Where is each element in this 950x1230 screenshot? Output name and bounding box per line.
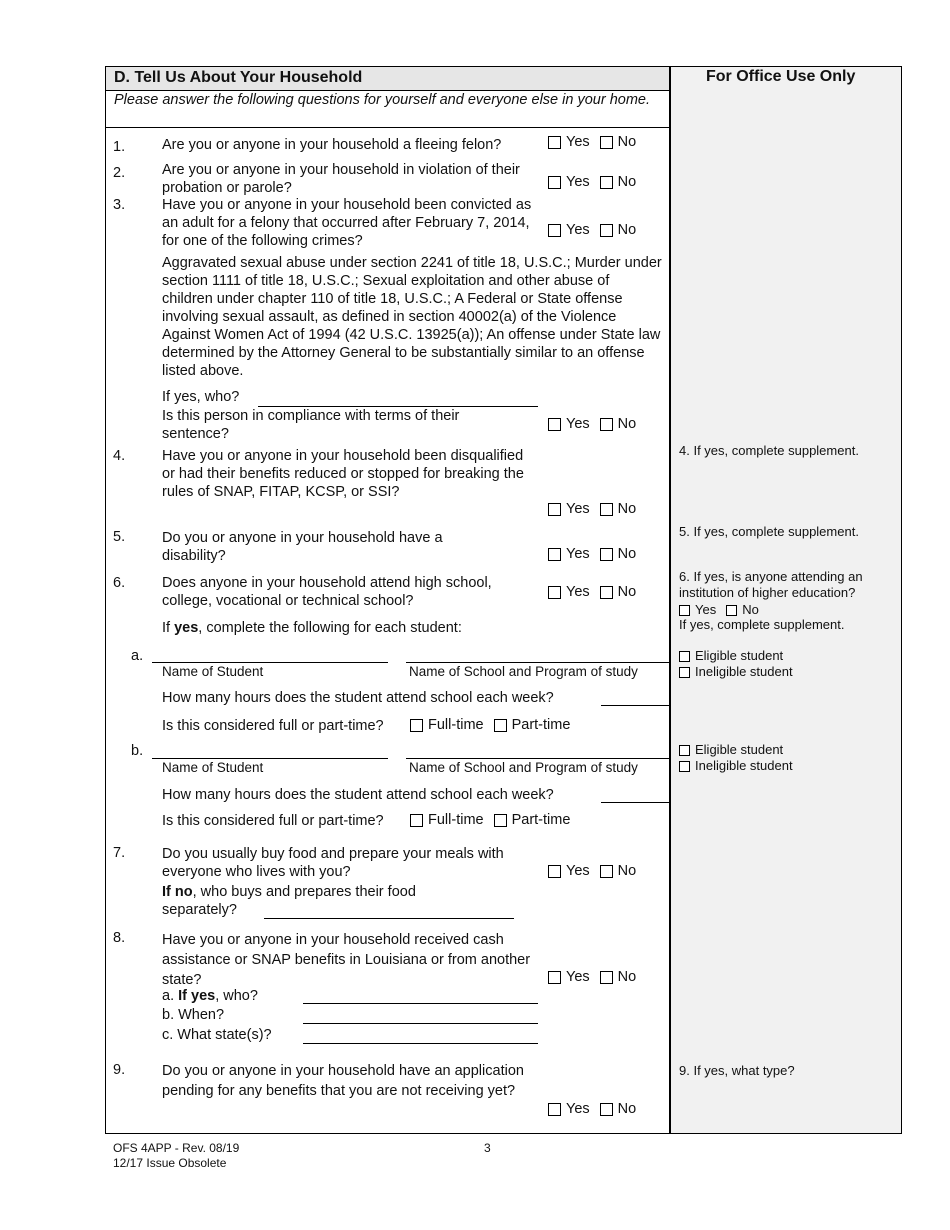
student-a-hours-q: How many hours does the student attend school each week? [162, 690, 554, 706]
yes-label: Yes [695, 602, 717, 617]
yes-label: Yes [566, 222, 590, 238]
q6-no-checkbox[interactable] [600, 586, 613, 599]
q7-no-checkbox[interactable] [600, 865, 613, 878]
q4-number: 4. [113, 448, 126, 464]
student-b-name-label: Name of Student [162, 760, 264, 775]
yes-label: Yes [566, 134, 590, 150]
instructions: Please answer the following questions for yourself and everyone else in your home. [114, 92, 650, 108]
q1-yes-no [548, 134, 636, 150]
q8-state-input[interactable] [303, 1043, 538, 1044]
no-label: No [617, 134, 637, 150]
student-a-school-label: Name of School and Program of study [409, 664, 638, 679]
q8-who-input[interactable] [303, 1003, 538, 1004]
student-b-time-options [410, 812, 570, 828]
q8-c: c. What state(s)? [162, 1027, 272, 1043]
q3-compliance-yes-no [548, 416, 636, 432]
q6-yes-checkbox[interactable] [548, 586, 561, 599]
q3-text: Have you or anyone in your household been convicted as an adult for a felony that occurred after February 7, 2014, for one of the following crimes? [162, 197, 532, 249]
student-a-letter: a. [131, 648, 144, 664]
q8-a [162, 987, 258, 1005]
q8-yes-no [548, 969, 636, 985]
q3-yes-no [548, 222, 636, 238]
if-yes-prefix: If [162, 620, 175, 636]
student-a-name-label: Name of Student [162, 664, 264, 679]
q8-number: 8. [113, 930, 126, 946]
q6-number: 6. [113, 575, 126, 591]
office-a-eligible [679, 648, 783, 664]
header-divider [106, 90, 669, 91]
if-no-bold: If no [162, 884, 193, 900]
no-label: No [617, 969, 637, 985]
if-yes-rest: , complete the following for each student: [198, 620, 462, 636]
student-a-hours-input[interactable] [601, 705, 670, 706]
column-divider [669, 66, 671, 1134]
q2-text: Are you or anyone in your household in violation of their probation or parole? [162, 162, 520, 196]
yes-label: Yes [566, 1101, 590, 1117]
student-a-fulltime-checkbox[interactable] [410, 719, 423, 732]
student-b-school-input[interactable] [406, 758, 670, 759]
student-a-name-input[interactable] [152, 662, 388, 663]
q1-no-checkbox[interactable] [600, 136, 613, 149]
q5-no-checkbox[interactable] [600, 548, 613, 561]
student-b-hours-q: How many hours does the student attend school each week? [162, 787, 554, 803]
student-a-parttime-checkbox[interactable] [494, 719, 507, 732]
eligible-label: Eligible student [695, 742, 784, 757]
q8-yes-checkbox[interactable] [548, 971, 561, 984]
ineligible-label: Ineligible student [695, 664, 793, 679]
q7-if-no [162, 883, 452, 919]
q3-compliance-text: Is this person in compliance with terms of their sentence? [162, 408, 460, 442]
footer-obsolete: 12/17 Issue Obsolete [113, 1156, 227, 1170]
part-time-label: Part-time [511, 717, 571, 733]
q3c-no-checkbox[interactable] [600, 418, 613, 431]
q7-yes-no [548, 863, 636, 879]
ineligible-label: Ineligible student [695, 758, 793, 773]
q8-when-input[interactable] [303, 1023, 538, 1024]
office-b-eligible-checkbox[interactable] [679, 745, 690, 756]
office-note-6: 6. If yes, is anyone attending an institution of higher education? [679, 569, 863, 600]
student-b-hours-input[interactable] [601, 802, 670, 803]
q4-no-checkbox[interactable] [600, 503, 613, 516]
office-6-no-checkbox[interactable] [726, 605, 737, 616]
footer-form-id: OFS 4APP - Rev. 08/19 [113, 1141, 240, 1155]
if-no-rest: , who buys and prepares their food separately? [162, 884, 416, 918]
office-b-ineligible [679, 758, 793, 774]
yes-label: Yes [566, 584, 590, 600]
q5-yes-no [548, 546, 636, 562]
yes-label: Yes [566, 174, 590, 190]
q2-yes-no [548, 174, 636, 190]
q3-number: 3. [113, 197, 126, 213]
q9-text: Do you or anyone in your household have an application pending for any benefits that you are not receiving yet? [162, 1063, 524, 1099]
instructions-divider [106, 127, 669, 128]
q8-b: b. When? [162, 1007, 225, 1023]
q4-yes-no [548, 501, 636, 517]
q6-if-yes [162, 619, 462, 637]
q5-text: Do you or anyone in your household have a disability? [162, 530, 443, 564]
q1-yes-checkbox[interactable] [548, 136, 561, 149]
student-b-school-label: Name of School and Program of study [409, 760, 638, 775]
office-6-yes-checkbox[interactable] [679, 605, 690, 616]
q3-who-label: If yes, who? [162, 389, 240, 405]
yes-label: Yes [566, 863, 590, 879]
q2-no-checkbox[interactable] [600, 176, 613, 189]
q4-text: Have you or anyone in your household been disqualified or had their benefits reduced or stopped for breaking the rules of SNAP, FITAP, KCSP, or SSI? [162, 448, 524, 500]
q9-no-checkbox[interactable] [600, 1103, 613, 1116]
student-a-time-options [410, 717, 570, 733]
q1-text: Are you or anyone in your household a fleeing felon? [162, 137, 502, 153]
q8-no-checkbox[interactable] [600, 971, 613, 984]
office-note-9: 9. If yes, what type? [679, 1063, 795, 1078]
q1-number: 1. [113, 139, 126, 155]
student-a-fulltime-q: Is this considered full or part-time? [162, 718, 384, 734]
q8-a-prefix: a. [162, 988, 179, 1004]
q9-yes-no [548, 1101, 636, 1117]
q4-yes-checkbox[interactable] [548, 503, 561, 516]
office-note-5: 5. If yes, complete supplement. [679, 524, 859, 539]
student-b-parttime-checkbox[interactable] [494, 814, 507, 827]
q9-number: 9. [113, 1062, 126, 1078]
no-label: No [617, 174, 637, 190]
office-a-ineligible [679, 664, 793, 680]
yes-label: Yes [566, 969, 590, 985]
no-label: No [617, 584, 637, 600]
full-time-label: Full-time [428, 717, 484, 733]
no-label: No [617, 863, 637, 879]
q7-number: 7. [113, 845, 126, 861]
full-time-label: Full-time [428, 812, 484, 828]
office-note-6b: If yes, complete supplement. [679, 617, 845, 632]
office-a-ineligible-checkbox[interactable] [679, 667, 690, 678]
office-note-4: 4. If yes, complete supplement. [679, 443, 859, 458]
q7-text: Do you usually buy food and prepare your meals with everyone who lives with you? [162, 846, 504, 880]
q5-number: 5. [113, 529, 126, 545]
if-yes-bold: yes [174, 620, 199, 636]
q9-yes-checkbox[interactable] [548, 1103, 561, 1116]
student-a-school-input[interactable] [406, 662, 670, 663]
q3-crimes-list: Aggravated sexual abuse under section 2241 of title 18, U.S.C.; Murder under section 1111 of title 18, U.S.C.; Sexual exploitation and other abuse of children under chapter 110 of title 18, U.S.C.; A Federal or State offense involving sexual assault, as defined in section 40002(a) of the Violence Against Women Act of 1994 (42 U.S.C. 13925(a)); An offense under State law determined by the Attorney General to be substantially similar to an offense listed above. [162, 255, 662, 379]
student-b-fulltime-checkbox[interactable] [410, 814, 423, 827]
q5-yes-checkbox[interactable] [548, 548, 561, 561]
q7-who-input[interactable] [264, 918, 514, 919]
q8-a-rest: , who? [215, 988, 258, 1004]
part-time-label: Part-time [511, 812, 571, 828]
student-b-fulltime-q: Is this considered full or part-time? [162, 813, 384, 829]
yes-label: Yes [566, 501, 590, 517]
no-label: No [617, 546, 637, 562]
q2-yes-checkbox[interactable] [548, 176, 561, 189]
q8-a-bold: If yes [178, 988, 216, 1004]
q2-number: 2. [113, 165, 126, 181]
q6-text: Does anyone in your household attend high school, college, vocational or technical school? [162, 575, 492, 609]
q8-text: Have you or anyone in your household received cash assistance or SNAP benefits in Louisiana or from another state? [162, 932, 531, 988]
yes-label: Yes [566, 546, 590, 562]
footer-page-number: 3 [484, 1141, 491, 1155]
q3-no-checkbox[interactable] [600, 224, 613, 237]
eligible-label: Eligible student [695, 648, 784, 663]
no-label: No [742, 602, 759, 617]
office-a-eligible-checkbox[interactable] [679, 651, 690, 662]
q3c-yes-checkbox[interactable] [548, 418, 561, 431]
student-b-letter: b. [131, 743, 144, 759]
office-b-eligible [679, 742, 783, 758]
section-title: D. Tell Us About Your Household [114, 69, 363, 86]
office-b-ineligible-checkbox[interactable] [679, 761, 690, 772]
no-label: No [617, 501, 637, 517]
office-6-yes-no [679, 602, 759, 618]
q7-yes-checkbox[interactable] [548, 865, 561, 878]
no-label: No [617, 222, 637, 238]
yes-label: Yes [566, 416, 590, 432]
student-b-name-input[interactable] [152, 758, 388, 759]
no-label: No [617, 416, 637, 432]
q3-yes-checkbox[interactable] [548, 224, 561, 237]
office-use-title: For Office Use Only [706, 68, 856, 85]
no-label: No [617, 1101, 637, 1117]
q6-yes-no [548, 584, 636, 600]
